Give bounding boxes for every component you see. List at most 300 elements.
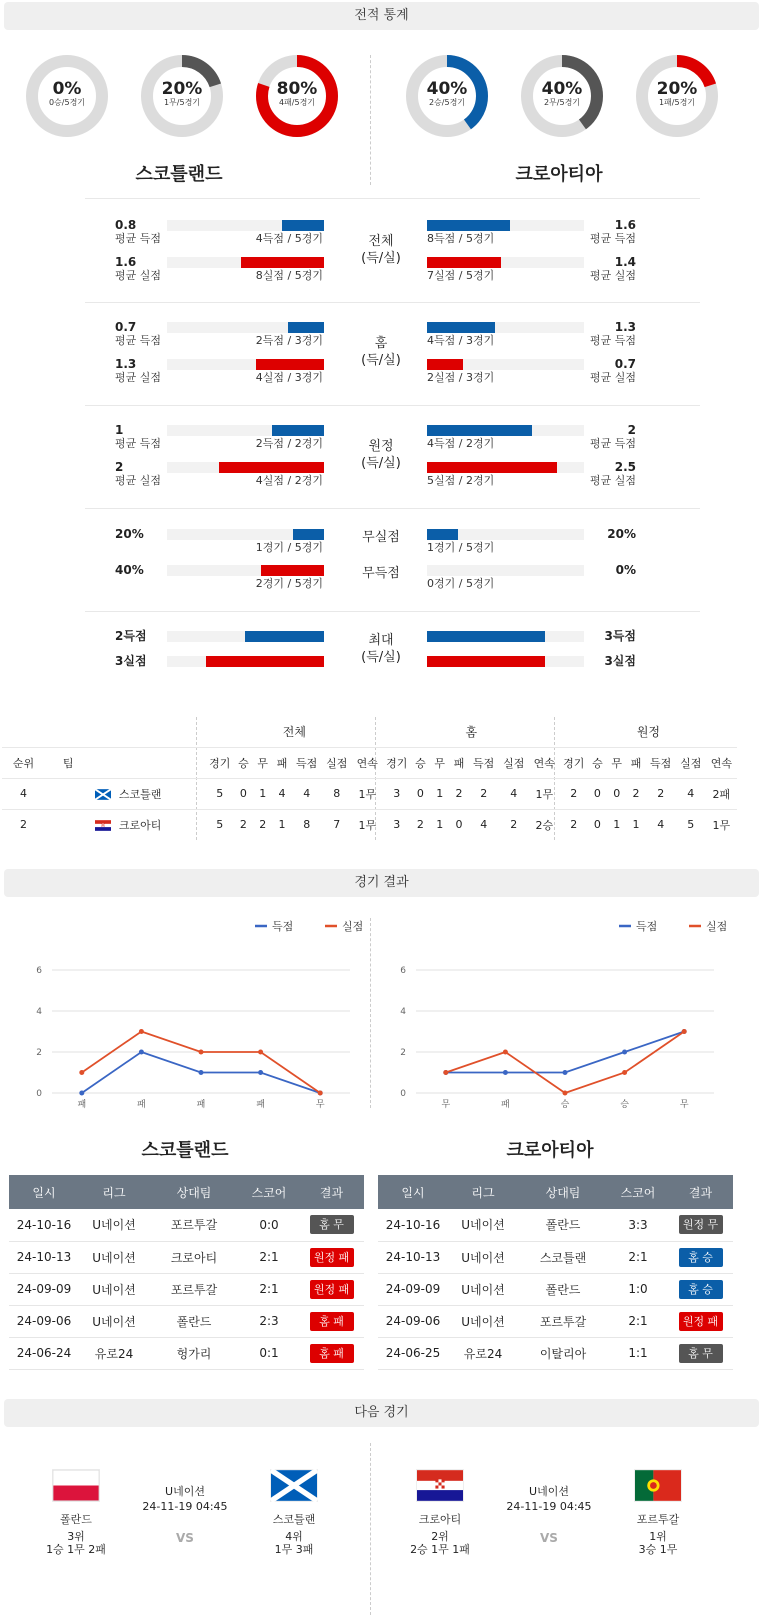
stat-bar-track-left [167,565,324,576]
stat-group-label-line: (득/실) [361,456,401,471]
x-tick-label: 승 [560,1100,570,1110]
stat-label-left: 평균 실점 [115,371,162,384]
standings-team[interactable] [45,809,206,840]
x-tick-label: 무 [441,1100,451,1110]
standings-cell: 0 [593,818,601,832]
stat-bar-track-right [427,656,584,667]
results-team-right: 크로아티아 [506,1140,594,1161]
stat-bar-track-right [427,529,584,540]
y-tick-label: 0 [400,1089,406,1099]
standings-column-header: 패 [626,747,645,778]
stat-bar-track-left [167,462,324,473]
stat-label-right: 평균 득점 [589,232,636,245]
x-tick-label: 패 [196,1100,206,1110]
stat-label-right: 평균 실점 [589,269,636,282]
results-date: 24-10-13 [378,1241,448,1273]
stat-bar-track-right [427,257,584,268]
divider [370,1443,371,1615]
stat-bar-track-left [167,425,324,436]
standings-row[interactable] [2,778,737,809]
standings-row[interactable] [2,809,737,840]
results-column-header: 스코어 [608,1175,668,1209]
result-badge: 원정 무 [679,1215,723,1234]
stat-caption-left: 8실점 / 5경기 [255,269,323,282]
results-row[interactable] [9,1241,364,1273]
data-point[interactable] [199,1070,204,1075]
stat-group-label-line: 무득점 [362,566,400,581]
donut-chart [138,52,226,140]
divider [85,508,700,509]
data-point[interactable] [199,1050,204,1055]
stat-group-label-line: 원정 [368,439,394,454]
next-team-rank: 3위 [67,1530,85,1543]
stat-caption-left: 4실점 / 3경기 [255,371,323,384]
divider [85,198,700,199]
data-point[interactable] [622,1070,627,1075]
results-row[interactable] [9,1337,364,1369]
stat-bar-right [427,359,463,370]
next-league: U네이션 [529,1485,569,1498]
stat-value-right: 1.3 [614,320,636,334]
results-date: 24-09-06 [378,1305,448,1337]
result-badge: 홈 승 [679,1280,723,1299]
stat-value-left: 20% [115,527,144,541]
scotland-flag-icon [95,789,111,800]
results-score: 2:3 [239,1305,299,1337]
results-result [668,1305,733,1337]
vs-label: VS [540,1531,558,1545]
stat-bar-track-left [167,656,324,667]
stat-bar-left [245,631,324,642]
next-time: 24-11-19 04:45 [142,1500,228,1513]
stat-value-right: 0% [615,563,636,577]
standings-group-header: 전체 [282,724,306,739]
stat-label-right: 평균 실점 [589,371,636,384]
stat-bar-track-right [427,425,584,436]
scotland-flag-icon [271,1470,317,1501]
donut-percent: 20% [161,79,203,99]
data-point[interactable] [682,1029,687,1034]
donut-subtext: 2무/5경기 [543,98,581,107]
donut-subtext: 4패/5경기 [278,98,316,107]
x-tick-label: 패 [137,1100,146,1110]
portugal-flag-icon [635,1470,681,1501]
standings-header-row [2,747,737,778]
standings-cell: 4 [499,778,529,809]
next-team-rank: 1위 [649,1530,667,1543]
results-league: U네이션 [448,1241,518,1273]
stat-value-right: 20% [607,527,636,541]
stat-caption-right: 4득점 / 3경기 [427,334,495,347]
donut-chart [518,52,606,140]
results-row[interactable] [378,1241,733,1273]
stat-bar-right [427,220,510,231]
team-name-left: 스코틀랜드 [135,164,223,185]
results-league: 유로24 [448,1337,518,1369]
stat-caption-right: 2실점 / 3경기 [427,371,495,384]
stat-group-label-line: 최대 [368,633,394,648]
standings-column-header: 연속 [706,747,737,778]
legend-label: 실점 [706,920,728,933]
y-tick-label: 4 [36,1007,42,1017]
stat-caption-left: 2득점 / 2경기 [255,437,323,450]
results-opp: 포르투갈 [518,1305,608,1337]
results-result [668,1273,733,1305]
results-date: 24-09-06 [9,1305,79,1337]
standings-column-header: 경기 [383,747,411,778]
stat-value-right: 2.5 [614,460,636,474]
standings-column-header: 순위 [2,747,45,778]
results-result [299,1209,364,1241]
results-result [668,1337,733,1369]
stat-bar-track-left [167,631,324,642]
next-team-name: 폴란드 [60,1513,92,1526]
standings-cell: 1무 [358,818,377,832]
chart-legend [619,919,727,933]
stat-group-label-line: (득/실) [361,353,401,368]
line-chart-right [394,912,728,1117]
stat-caption-right: 8득점 / 5경기 [427,232,495,245]
next-team-record: 1승 1무 2패 [46,1543,106,1556]
results-league: 유로24 [79,1337,149,1369]
x-tick-label: 패 [256,1100,265,1110]
standings-cell: 5 [206,778,234,809]
stat-group-label [351,438,411,472]
standings-cell: 2 [469,778,499,809]
standings-column-header: 실점 [499,747,529,778]
standings-cell: 4 [292,778,322,809]
results-result [668,1209,733,1241]
results-row[interactable] [9,1305,364,1337]
stat-group-label-line: (득/실) [361,251,401,266]
results-row[interactable] [378,1273,733,1305]
data-point[interactable] [622,1050,627,1055]
donut-percent: 40% [541,79,583,99]
stat-group-label [351,233,411,267]
results-result [299,1305,364,1337]
standings-column-header: 승 [411,747,430,778]
stat-bar-right [427,462,557,473]
donut-percent: 20% [656,79,698,99]
standings-column-header: 연속 [352,747,383,778]
donut-subtext: 1무/5경기 [163,98,201,107]
standings-cell: 2 [626,778,645,809]
results-score: 2:1 [239,1241,299,1273]
stat-value-right: 2 [627,423,636,437]
stat-group-label-line: 전체 [368,234,394,249]
next-time: 24-11-19 04:45 [506,1500,592,1513]
results-league: U네이션 [448,1305,518,1337]
legend-label: 득점 [272,920,294,933]
next-team-record: 2승 1무 1패 [410,1543,470,1556]
donut-subtext: 1패/5경기 [658,98,696,107]
vs-label: VS [176,1531,194,1545]
stat-bar-track-right [427,359,584,370]
data-point[interactable] [563,1091,568,1096]
stat-bar-track-right [427,565,584,576]
stat-group-label-line: 홈 [374,336,388,351]
stat-bar-track-left [167,257,324,268]
standings-column-header: 승 [588,747,607,778]
poland-flag-icon [53,1470,99,1501]
stat-bar-left [282,220,324,231]
results-header-row [378,1175,733,1209]
data-point[interactable] [258,1050,263,1055]
standings-cell: 4 [657,818,665,832]
standings-column-header: 경기 [560,747,588,778]
standings-cell: 4 [676,778,706,809]
standings-cell: 1무 [352,778,383,809]
stat-bar-right [427,631,545,642]
croatia-flag-icon [417,1470,463,1501]
stat-value-left: 1.6 [115,255,137,269]
results-row[interactable] [378,1305,733,1337]
stat-bar-left [288,322,324,333]
standings-team[interactable] [45,778,206,809]
stat-bar-left [219,462,324,473]
stat-label-right: 평균 득점 [589,334,636,347]
standings-cell: 0 [411,778,430,809]
donut-chart [403,52,491,140]
stat-bar-right [427,656,545,667]
standings-column-header: 무 [253,747,272,778]
stat-bar-track-left [167,322,324,333]
data-point[interactable] [139,1029,144,1034]
result-badge: 원정 패 [310,1280,354,1299]
standings-group-header: 홈 [465,724,478,739]
stat-value-left: 1.3 [115,357,137,371]
standings-column-header: 연속 [529,747,560,778]
donut-chart [253,52,341,140]
results-team-left: 스코틀랜드 [141,1140,229,1161]
results-score: 1:1 [608,1337,668,1369]
standings-column-header: 무 [430,747,449,778]
results-score: 2:1 [239,1273,299,1305]
results-league: U네이션 [448,1273,518,1305]
standings-cell: 2 [449,778,468,809]
legend-label: 득점 [636,920,658,933]
result-badge: 홈 무 [310,1215,354,1234]
stat-caption-left: 2경기 / 5경기 [255,577,323,590]
results-opp: 포르투갈 [149,1209,239,1241]
stat-value-right: 0.7 [614,357,636,371]
croatia-flag-icon [95,820,111,831]
standings-cell: 8 [303,818,311,832]
standings-group-header: 원정 [636,724,661,739]
donut-chart [23,52,111,140]
result-badge: 홈 패 [310,1312,354,1331]
stat-value-left: 0.8 [115,218,137,232]
standings-cell: 1 [430,778,449,809]
divider [370,55,371,185]
donut-percent: 40% [426,79,468,99]
standings-cell: 3 [393,818,401,832]
standings-cell: 2 [560,778,588,809]
results-score: 1:0 [608,1273,668,1305]
stat-value-left: 2득점 [115,629,147,643]
standings-rank: 4 [2,778,45,809]
stat-group-label-line: 무실점 [362,530,400,545]
results-row[interactable] [378,1337,733,1369]
divider [85,405,700,406]
results-score: 2:1 [608,1241,668,1273]
standings-column-header: 팀 [45,747,206,778]
donut-subtext: 0승/5경기 [48,98,86,107]
stat-value-right: 3득점 [604,629,636,643]
stat-bar-track-left [167,529,324,540]
standings-column-header: 패 [449,747,468,778]
x-tick-label: 무 [679,1100,689,1110]
results-league: U네이션 [79,1305,149,1337]
stat-bar-left [293,529,324,540]
results-league: U네이션 [79,1209,149,1241]
results-column-header: 결과 [299,1175,364,1209]
stat-group-label-line: (득/실) [361,650,401,665]
standings-column-header: 득점 [292,747,322,778]
stat-bar-right [427,257,501,268]
stat-group-label [351,529,411,546]
stat-bar-right [427,322,495,333]
standings-cell: 1 [278,818,286,832]
stat-label-left: 평균 득점 [115,437,162,450]
donut-subtext: 2승/5경기 [428,98,466,107]
results-row[interactable] [9,1273,364,1305]
results-result [299,1241,364,1273]
standings-cell: 0 [588,778,607,809]
next-team-name: 크로아티 [418,1513,462,1526]
stat-caption-right: 5실점 / 2경기 [427,474,495,487]
data-point[interactable] [318,1091,323,1096]
stat-label-left: 평균 실점 [115,474,162,487]
standings-column-header: 실점 [676,747,706,778]
stat-bar-left [206,656,324,667]
standings-table [2,716,737,840]
results-column-header: 상대팀 [149,1175,239,1209]
stat-caption-right: 7실점 / 5경기 [427,269,495,282]
standings-group-row [2,716,737,747]
chart-legend [255,919,363,933]
line-chart-left [30,912,364,1117]
data-point[interactable] [258,1070,263,1075]
results-date: 24-06-24 [9,1337,79,1369]
standings-column-header: 경기 [206,747,234,778]
standings-cell: 2 [570,818,578,832]
standings-rank: 2 [19,818,27,832]
donut-percent: 0% [52,79,82,99]
results-date: 24-09-09 [9,1273,79,1305]
standings-cell: 1 [613,818,621,832]
stat-label-right: 평균 실점 [589,474,636,487]
data-point[interactable] [503,1070,508,1075]
results-column-header: 리그 [79,1175,149,1209]
standings-cell: 0 [455,818,463,832]
series-line [446,1032,684,1094]
standings-cell: 3 [383,778,411,809]
standings-cell: 7 [333,818,341,832]
stat-group-label [351,335,411,369]
stat-value-left: 1 [115,423,124,437]
results-league: U네이션 [79,1273,149,1305]
stat-label-left: 평균 실점 [115,269,162,282]
results-column-header: 일시 [378,1175,448,1209]
stat-value-right: 3실점 [604,654,636,668]
data-point[interactable] [503,1050,508,1055]
next-team-name: 포르투갈 [636,1513,680,1526]
standings-cell: 4 [272,778,291,809]
results-date: 24-06-25 [378,1337,448,1369]
standings-cell: 2 [646,778,676,809]
x-tick-label: 패 [501,1100,510,1110]
section-header-next: 다음 경기 [4,1399,759,1427]
stat-caption-left: 2득점 / 3경기 [255,334,323,347]
standings-column-header: 승 [234,747,253,778]
section-header-results: 경기 결과 [4,869,759,897]
results-opp: 크로아티 [149,1241,239,1273]
stat-bar-left [261,565,324,576]
stat-caption-left: 4실점 / 2경기 [255,474,323,487]
standings-column-header: 득점 [646,747,676,778]
stat-bar-right [427,425,532,436]
x-tick-label: 승 [620,1100,629,1110]
results-row[interactable] [378,1209,733,1241]
results-league: U네이션 [79,1241,149,1273]
stat-value-right: 1.6 [614,218,636,232]
data-point[interactable] [443,1070,448,1075]
standings-cell: 0 [607,778,626,809]
data-point[interactable] [79,1091,84,1096]
standings-cell: 5 [216,818,224,832]
standings-team-name: 스코틀랜 [118,787,162,801]
x-tick-label: 패 [77,1100,87,1110]
x-tick-label: 무 [315,1100,325,1110]
results-table-left [9,1175,364,1370]
stat-caption-right: 1경기 / 5경기 [427,541,495,554]
stat-bar-track-left [167,359,324,370]
stat-caption-left: 4득점 / 5경기 [255,232,323,245]
team-name-right: 크로아티아 [515,164,603,185]
data-point[interactable] [79,1070,84,1075]
stat-bar-left [241,257,324,268]
stat-value-left: 40% [115,563,144,577]
stat-bar-right [427,529,458,540]
donut-percent: 80% [276,79,318,99]
results-row[interactable] [9,1209,364,1241]
standings-cell: 2 [259,818,267,832]
stat-caption-left: 1경기 / 5경기 [255,541,323,554]
y-tick-label: 4 [400,1007,406,1017]
result-badge: 홈 승 [679,1248,723,1267]
standings-column-header: 실점 [322,747,352,778]
stat-value-left: 3실점 [115,654,147,668]
y-tick-label: 2 [400,1048,406,1058]
standings-cell: 2승 [535,818,554,832]
standings-team-name: 크로아티 [118,818,162,832]
donut-chart [633,52,721,140]
legend-label: 실점 [342,920,364,933]
data-point[interactable] [139,1050,144,1055]
stat-bar-track-right [427,462,584,473]
results-score: 2:1 [608,1305,668,1337]
data-point[interactable] [563,1070,568,1075]
results-opp: 폴란드 [518,1273,608,1305]
result-badge: 원정 패 [310,1248,354,1267]
results-league: U네이션 [448,1209,518,1241]
standings-cell: 8 [322,778,352,809]
stat-label-right: 평균 득점 [589,437,636,450]
results-date: 24-10-13 [9,1241,79,1273]
results-date: 24-10-16 [9,1209,79,1241]
standings-cell: 1무 [529,778,560,809]
